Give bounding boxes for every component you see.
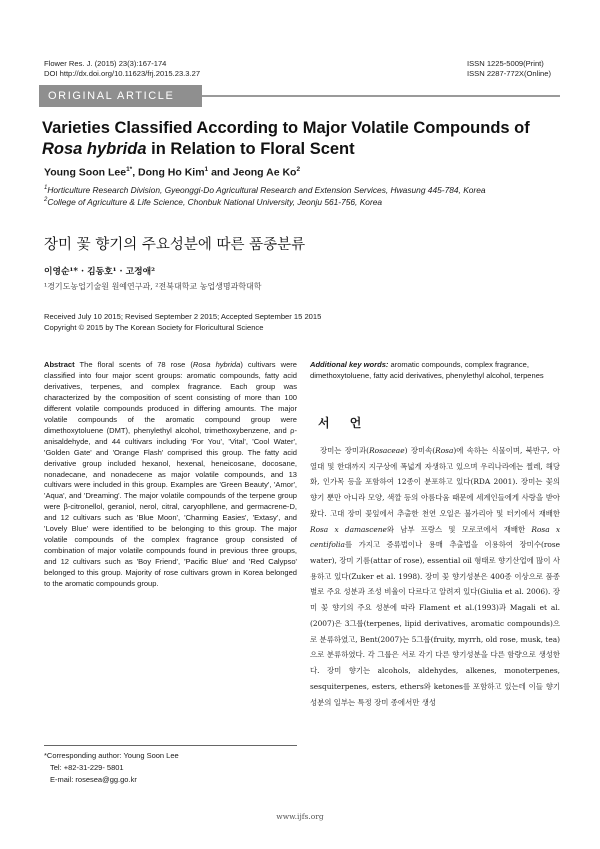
keywords-label: Additional key words: [310, 360, 389, 369]
intro-italic-3: Rosa x damascene [310, 524, 387, 534]
phone: Tel: +82-31-229- 5801 [50, 763, 124, 772]
intro-italic-4: Rosa x centifolia [310, 524, 561, 550]
intro-italic-1: Rosaceae [369, 446, 405, 455]
affiliation-2-text: College of Agriculture & Life Science, Chonbuk National University, Jeonju 561-756, Korea [47, 196, 383, 207]
intro-text-1: 장미는 장미과( [320, 446, 370, 455]
author-2: , Dong Ho Kim [132, 166, 205, 179]
abstract-label: Abstract [44, 360, 75, 369]
affiliation-2 [44, 195, 382, 208]
intro-body [310, 443, 560, 710]
received-dates: Received July 10 2015; Revised September 2 2015; Accepted September 15 2015 [44, 312, 322, 321]
title-line1: Varieties Classified According to Major Volatile Compounds of [42, 119, 530, 137]
author-3-sup: 2 [296, 166, 301, 173]
korean-title: 장미 꽃 향기의 주요성분에 따른 품종분류 [44, 237, 306, 253]
affiliation-2-sup: 2 [44, 197, 48, 203]
abstract-text-2: ) cultivars were classified into four major scent groups: aromatic compounds, fatty acid derivatives, terpenes, and complex fragrance. Each group was characterized by the composition of scent consisting of more than 100 different volatile compounds produced in differing amounts. The major volatile compounds of the aromatic compound group were dimethoxytoluene (DMT), phenylethyl alcohol, trimethoxybenzene, and ρ-anisaldehyde, and 44 cultivars including 'For You', 'Vital', 'Cool Water', 'Golden Gate' and 'Orange Flash' comprised this group. The fatty acid derivative group included hexanol, hexenal, heneicosane, docosane, nonadecane, and nonadecene as major volatile compounds, and 13 cultivars were included in this group. Examples are 'Green Beauty', 'Amor', 'Aqua', and 'Dreaming'. The major volatile compounds of the terpene group were β-citronellol, geraniol, nerol, citral, caryophllene, and germacrene-D, and 12 cultivars such as 'Blue Moon', 'Charming Easies', 'Extasy', and 'Lovely Blue' were identified to be belonging to this group. The major volatile compounds of the complex fragrance group consisted of combination of major volatile compounds found in previous three groups, and 12 cultivars such as 'Boy Friend', 'Pacific Blue' and 'Red Calypso' belonged to this group. Majority of rose cultivars grown in Korea belonged to the aromatic compounds group. [44, 360, 297, 589]
title-line2: in Relation to Floral Scent [146, 140, 355, 158]
abstract-text-1: The floral scents of 78 rose ( [74, 360, 193, 369]
intro-text-3: )에 속하는 식물이며, 북반구, 아열대 및 한대까지 지구상에 폭넓게 자생하고 있으며 우리나라에는 찔레, 해당화, 인가목 등을 포함하여 12종이 분포하고 있다(RDA 2001). 장미는 꽃의 향기 뿐만 아니라 모양, 색깔 등의 아름다움 때문에 세계인들에게 사랑을 받아왔다. 고대 장미 꽃잎에서 추출한 천연 오일은 불가리아 및 터키에서 재배한 [310, 446, 561, 518]
author-1: Young Soon Lee [44, 166, 127, 179]
corresponding-author: *Corresponding author: Young Soon Lee [44, 751, 179, 760]
abstract-species: Rosa hybrida [192, 360, 241, 369]
keywords [310, 360, 560, 382]
article-type-label: ORIGINAL ARTICLE [48, 90, 175, 102]
copyright: Copyright © 2015 by The Korean Society for Floricultural Science [44, 323, 264, 332]
author-2-sup: 1 [204, 166, 209, 173]
abstract [44, 360, 297, 590]
korean-authors: 이영순¹* · 김동호¹ · 고정애² [44, 267, 156, 277]
intro-text-5: 를 가지고 증류법이나 용매 추출법을 이용하여 장미수(rose water), 장미 기름(attar of rose), essential oil 형태로 향기산업에 많이 사용하고 있다(Zuker et al. 1998). 장미 꽃 향기성분은 400종 이상으로 품종 별로 주요 성분과 조성 비율이 다르다고 알려져 있다(Giulia et al. 2006). 장미 꽃 향기의 주요 성분에 따라 Flament et al.(1993)과 Magali et al.(2007)은 3그룹(terpenes, lipid derivatives, aromatic compounds)으로 분류하였고, Bent(2007)는 5그룹(fruity, myrrh, old rose, musk, tea)으로 분류하였다. 각 그룹은 서로 각기 다른 향기성분을 다른 함량으로 생성한다. 장미 향기는 alcohols, aldehydes, alkenes, monoterpenes, sesquiterpenes, esters, ethers와 ketones를 포함하고 있는데 이들 향기 성분의 일부는 특정 장미 종에서만 생성 [310, 540, 560, 707]
intro-text-4: 와 남부 프랑스 및 모로코에서 재배한 [386, 524, 532, 534]
issn-print: ISSN 1225-5009(Print) [467, 59, 544, 68]
author-1-sup: 1* [126, 166, 133, 173]
title-species: Rosa hybrida [42, 140, 147, 158]
email-link[interactable]: E-mail: rosesea@gg.go.kr [50, 775, 137, 784]
journal-citation: Flower Res. J. (2015) 23(3):167-174 [44, 59, 167, 68]
affiliation-1 [44, 183, 486, 196]
keywords-text: aromatic compounds, complex fragrance, dimethoxytoluene, fatty acid derivatives, phenylethyl alcohol, terpenes [310, 360, 544, 380]
affiliation-1-sup: 1 [44, 185, 48, 191]
issn-online: ISSN 2287-772X(Online) [467, 69, 551, 78]
affiliation-1-text: Horticulture Research Division, Gyeonggi-Do Agricultural Research and Extension Services, Hwasung 445-784, Korea [47, 184, 486, 195]
banner-rule [202, 95, 560, 97]
author-list [44, 166, 300, 179]
intro-text-2: ) 장미속( [404, 446, 436, 455]
footnote-rule [44, 745, 297, 746]
intro-italic-2: Rosa [435, 446, 454, 455]
doi-link[interactable]: DOI http://dx.doi.org/10.11623/frj.2015.23.3.27 [44, 69, 201, 78]
intro-heading: 서 언 [318, 416, 370, 430]
journal-website[interactable]: www.ijfs.org [276, 812, 324, 821]
article-type-banner [39, 85, 202, 107]
author-3: and Jeong Ae Ko [208, 166, 297, 179]
korean-affiliations: ¹경기도농업기술원 원예연구과, ²전북대학교 농업생명과학대학 [44, 282, 262, 291]
article-title [42, 118, 562, 160]
